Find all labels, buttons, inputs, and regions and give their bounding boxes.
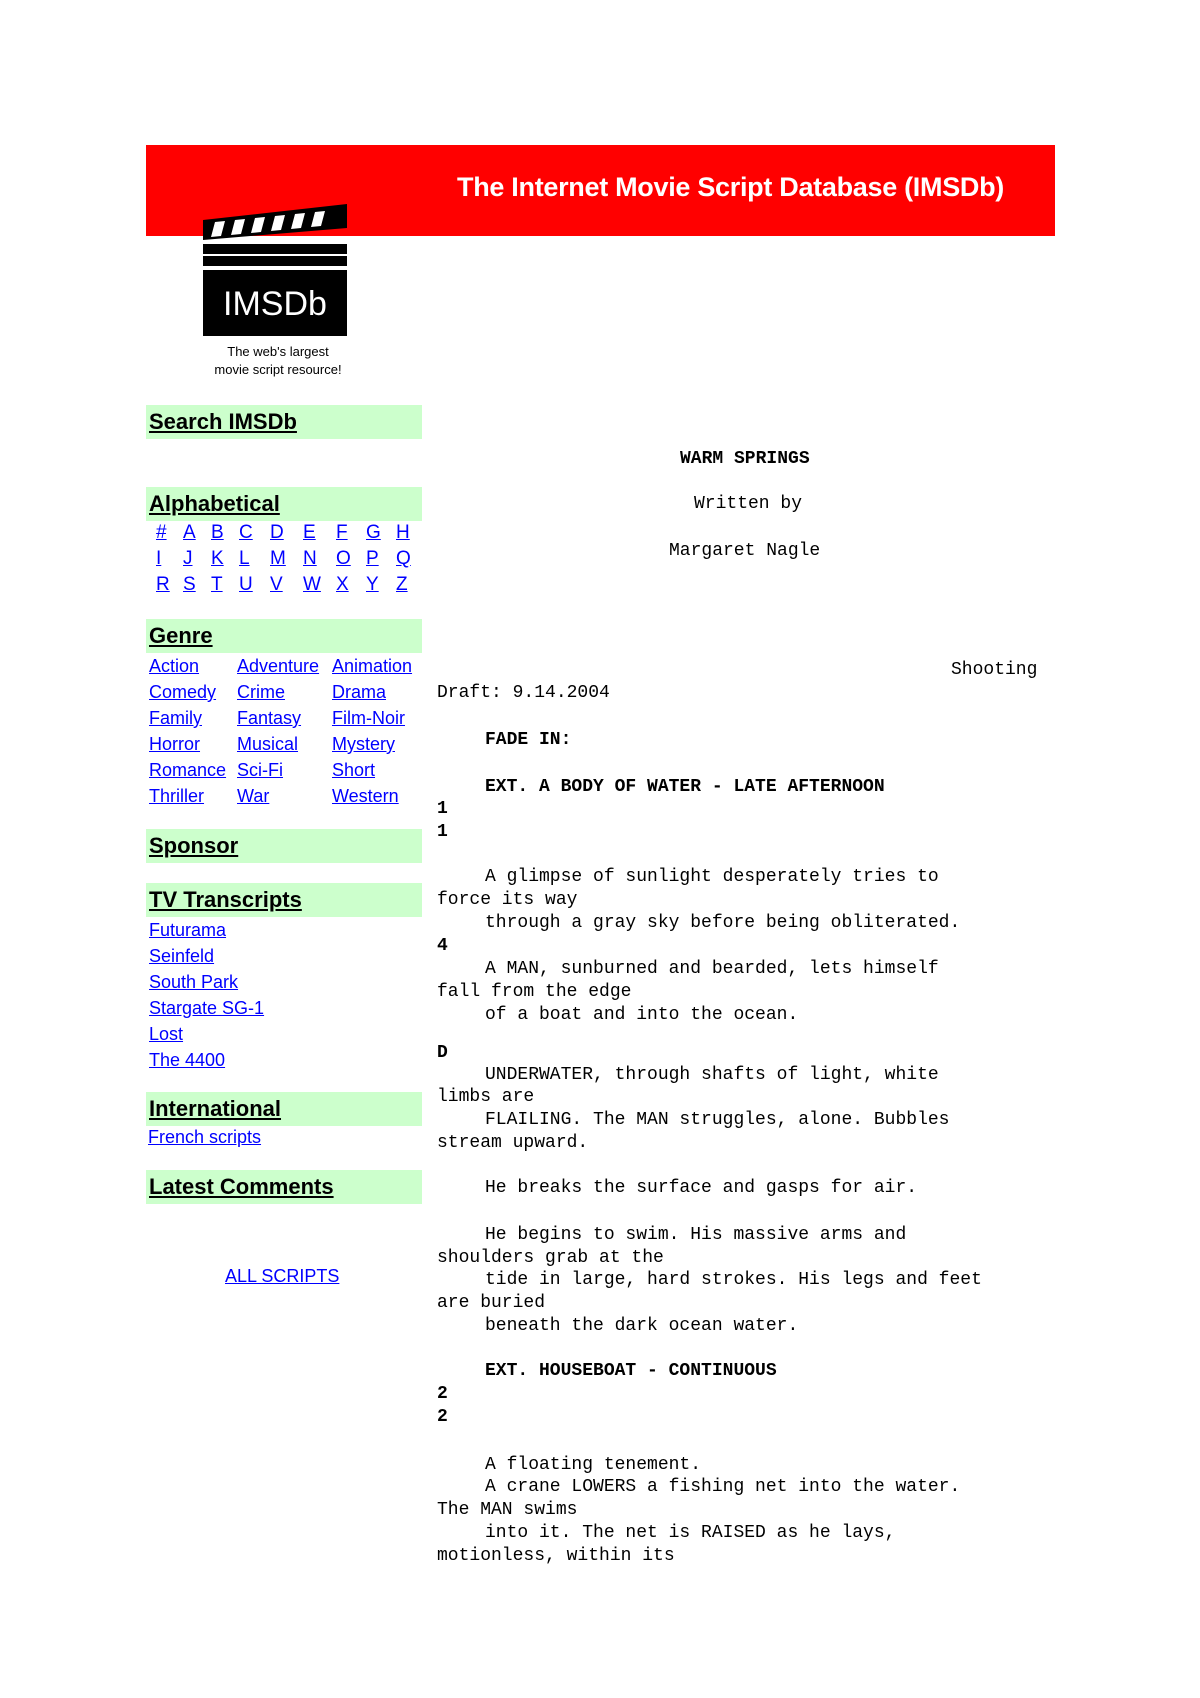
script-line: 2: [437, 1407, 448, 1427]
genre-heading: Genre: [149, 623, 213, 648]
script-line: The MAN swims: [437, 1500, 578, 1520]
tagline-line-1: The web's largest: [227, 344, 329, 359]
script-line: A crane LOWERS a fishing net into the water.: [485, 1477, 961, 1497]
script-line: limbs are: [437, 1087, 535, 1107]
genre-link-adventure[interactable]: Adventure: [237, 656, 320, 676]
genre-heading-bar: [146, 619, 422, 653]
script-line: through a gray sky before being obliterated.: [485, 913, 961, 933]
alpha-link-l[interactable]: L: [239, 548, 250, 569]
genre-link-film-noir[interactable]: Film-Noir: [332, 708, 405, 728]
alpha-link-r[interactable]: R: [156, 574, 170, 595]
script-line: 4: [437, 936, 448, 956]
tv-transcripts-heading-bar: [146, 883, 422, 917]
international-heading[interactable]: International: [149, 1096, 282, 1121]
alpha-link-c[interactable]: C: [239, 522, 253, 543]
tv-transcripts-heading[interactable]: TV Transcripts: [149, 887, 302, 912]
script-line: are buried: [437, 1293, 546, 1313]
search-heading[interactable]: Search IMSDb: [149, 409, 297, 434]
alpha-link-v[interactable]: V: [270, 574, 283, 595]
script-line: force its way: [437, 890, 578, 910]
alpha-link-g[interactable]: G: [366, 522, 381, 543]
alpha-link-j[interactable]: J: [183, 548, 193, 569]
tagline: [190, 343, 366, 379]
script-line: EXT. A BODY OF WATER - LATE AFTERNOON: [485, 777, 885, 797]
script-line: Draft: 9.14.2004: [437, 683, 610, 703]
alpha-link-u[interactable]: U: [239, 574, 253, 595]
genre-link-fantasy[interactable]: Fantasy: [237, 708, 302, 728]
script-line: UNDERWATER, through shafts of light, white: [485, 1065, 939, 1085]
alpha-link-s[interactable]: S: [183, 574, 196, 595]
alpha-link-w[interactable]: W: [303, 574, 321, 595]
script-line: Shooting: [951, 660, 1038, 680]
alpha-link-q[interactable]: Q: [396, 548, 411, 569]
tv-link-stargate-sg-1[interactable]: Stargate SG-1: [149, 998, 265, 1018]
genre-link-drama[interactable]: Drama: [332, 682, 387, 702]
script-line: EXT. HOUSEBOAT - CONTINUOUS: [485, 1361, 777, 1381]
script-line: He breaks the surface and gasps for air.: [485, 1178, 918, 1198]
latest-comments-heading[interactable]: Latest Comments: [149, 1174, 334, 1199]
script-line: Margaret Nagle: [669, 541, 821, 561]
script-line: stream upward.: [437, 1133, 589, 1153]
script-line: D: [437, 1043, 448, 1063]
alpha-link-f[interactable]: F: [336, 522, 348, 543]
script-line: WARM SPRINGS: [680, 449, 810, 469]
tv-link-futurama[interactable]: Futurama: [149, 920, 227, 940]
tv-link-the-4400[interactable]: The 4400: [149, 1050, 226, 1070]
sponsor-heading[interactable]: Sponsor: [149, 833, 239, 858]
alpha-link-x[interactable]: X: [336, 574, 349, 595]
genre-link-war[interactable]: War: [237, 786, 270, 806]
tv-link-seinfeld[interactable]: Seinfeld: [149, 946, 215, 966]
script-line: A glimpse of sunlight desperately tries to: [485, 867, 939, 887]
alpha-link-e[interactable]: E: [303, 522, 316, 543]
script-line: 1: [437, 799, 448, 819]
script-line: FADE IN:: [485, 730, 572, 750]
genre-link-comedy[interactable]: Comedy: [149, 682, 217, 702]
search-heading-bar[interactable]: [146, 405, 422, 439]
alpha-link-num[interactable]: #: [156, 522, 167, 543]
genre-link-western[interactable]: Western: [332, 786, 399, 806]
alpha-link-n[interactable]: N: [303, 548, 317, 569]
genre-link-family[interactable]: Family: [149, 708, 202, 728]
script-line: into it. The net is RAISED as he lays,: [485, 1523, 896, 1543]
latest-comments-heading-bar: [146, 1170, 422, 1204]
alpha-link-d[interactable]: D: [270, 522, 284, 543]
international-heading-bar: [146, 1092, 422, 1126]
alpha-link-a[interactable]: A: [183, 522, 196, 543]
alpha-link-i[interactable]: I: [156, 548, 162, 569]
logo-text: IMSDb: [223, 285, 327, 323]
script-line: FLAILING. The MAN struggles, alone. Bubbles: [485, 1110, 950, 1130]
international-link-french-scripts[interactable]: French scripts: [148, 1127, 262, 1147]
genre-link-thriller[interactable]: Thriller: [149, 786, 205, 806]
genre-link-animation[interactable]: Animation: [332, 656, 413, 676]
tagline-line-2: movie script resource!: [214, 362, 342, 377]
all-scripts-link[interactable]: ALL SCRIPTS: [225, 1266, 340, 1286]
genre-link-crime[interactable]: Crime: [237, 682, 285, 702]
alpha-link-h[interactable]: H: [396, 522, 410, 543]
script-line: He begins to swim. His massive arms and: [485, 1225, 907, 1245]
alpha-link-m[interactable]: M: [270, 548, 286, 569]
alpha-link-p[interactable]: P: [366, 548, 379, 569]
alphabetical-heading-bar: [146, 487, 422, 521]
script-line: motionless, within its: [437, 1546, 675, 1566]
script-line: A MAN, sunburned and bearded, lets himself: [485, 959, 939, 979]
alpha-link-y[interactable]: Y: [366, 574, 379, 595]
alphabetical-heading[interactable]: Alphabetical: [149, 491, 280, 516]
script-line: A floating tenement.: [485, 1455, 702, 1475]
genre-link-musical[interactable]: Musical: [237, 734, 299, 754]
genre-link-action[interactable]: Action: [149, 656, 200, 676]
tv-link-lost[interactable]: Lost: [149, 1024, 184, 1044]
script-line: beneath the dark ocean water.: [485, 1316, 799, 1336]
script-line: of a boat and into the ocean.: [485, 1005, 799, 1025]
sponsor-heading-bar: [146, 829, 422, 863]
genre-link-sci-fi[interactable]: Sci-Fi: [237, 760, 283, 780]
genre-link-short[interactable]: Short: [332, 760, 376, 780]
script-line: Written by: [694, 494, 803, 514]
genre-link-romance[interactable]: Romance: [149, 760, 227, 780]
script-line: 1: [437, 822, 448, 842]
genre-link-horror[interactable]: Horror: [149, 734, 201, 754]
script-line: fall from the edge: [437, 982, 632, 1002]
script-line: 2: [437, 1384, 448, 1404]
tv-link-south-park[interactable]: South Park: [149, 972, 239, 992]
alpha-link-k[interactable]: K: [211, 548, 224, 569]
alpha-link-b[interactable]: B: [211, 522, 224, 543]
genre-link-mystery[interactable]: Mystery: [332, 734, 395, 754]
alpha-link-o[interactable]: O: [336, 548, 351, 569]
script-line: tide in large, hard strokes. His legs and feet: [485, 1270, 982, 1290]
script-line: shoulders grab at the: [437, 1248, 664, 1268]
alpha-link-t[interactable]: T: [211, 574, 223, 595]
site-title: The Internet Movie Script Database (IMSDb): [457, 172, 1004, 202]
imsdb-logo-icon[interactable]: [201, 198, 349, 338]
alpha-link-z[interactable]: Z: [396, 574, 408, 595]
